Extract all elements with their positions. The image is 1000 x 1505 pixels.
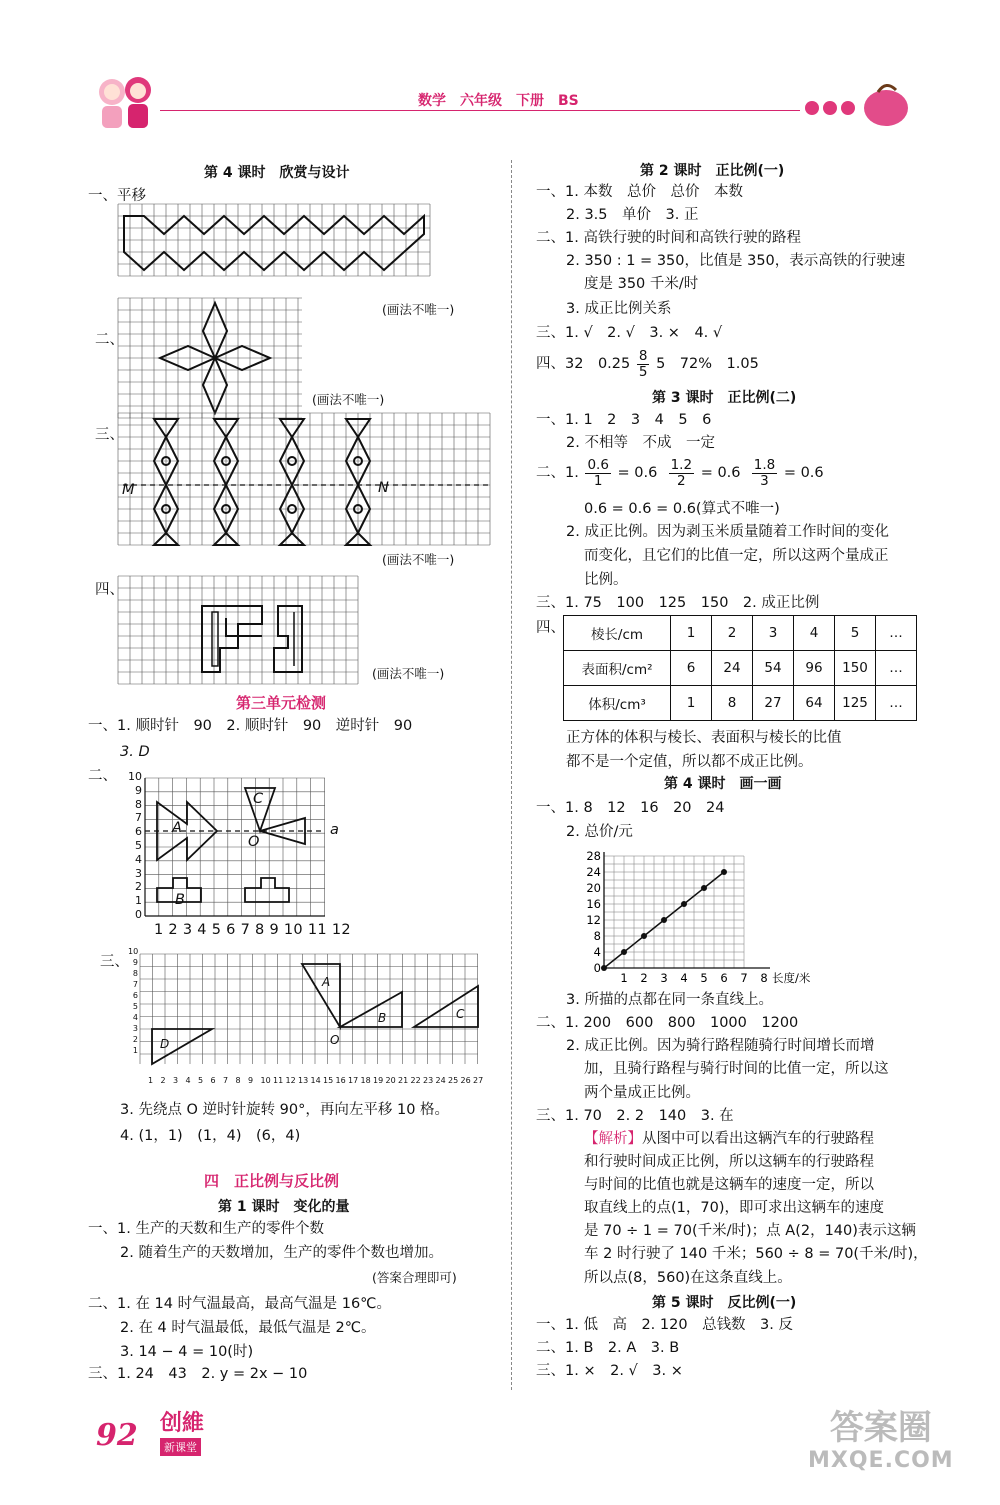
l2-b3: 3. 成正比例关系 [566, 301, 672, 317]
table-cell: 2 [712, 616, 753, 651]
x-tick-label: 6 [210, 1076, 216, 1085]
uq2-label-o: O [248, 834, 260, 850]
kids-illustration-icon [92, 70, 162, 138]
table-cell: 8 [712, 686, 753, 721]
y-tick-label: 4 [135, 852, 142, 866]
y-tick-label: 2 [132, 1035, 138, 1044]
l3-a1: 一、1. 1 2 3 4 5 6 [536, 412, 712, 428]
header-cartoon-right [800, 80, 910, 130]
decorative-fruit-icon [800, 80, 910, 130]
x-tick-label: 20 [385, 1076, 396, 1085]
l3-title: 第 3 课时 正比例(二) [652, 390, 797, 406]
table-cell: 6 [671, 651, 712, 686]
l1-b3: 3. 14 − 4 = 10(时) [120, 1344, 254, 1360]
l3-b1b: 0.6 = 0.6 = 0.6(算式不唯一) [584, 501, 780, 517]
x-tick-label: 5 [198, 1076, 204, 1085]
l2-b2: 2. 350 : 1 = 350，比值是 350，表示高铁的行驶速 [566, 253, 906, 269]
uq3-label-a: A [322, 975, 331, 989]
l4-jx2: 和行驶时间成正比例，所以这辆车的行驶路程 [584, 1154, 874, 1170]
note-s1: (画法不唯一) [382, 302, 455, 317]
s1-label: 一、平移 [88, 188, 146, 204]
tri-b [340, 992, 402, 1027]
l2-a2: 2. 3.5 单价 3. 正 [566, 207, 699, 223]
price-length-chart [572, 846, 832, 986]
l3-d-text1: 正方体的体积与棱长、表面积与棱长的比值 [566, 730, 842, 746]
x-tick-label: 6 [720, 971, 728, 985]
note-s2: (画法不唯一) [312, 392, 385, 407]
unit3-title: 第三单元检测 [236, 694, 327, 712]
l4-a2: 2. 总价/元 [566, 824, 633, 840]
brand-logo [160, 1412, 204, 1456]
y-tick-label: 6 [132, 991, 138, 1000]
l3-b2: 2. 成正比例。因为剥玉米质量随着工作时间的变化 [566, 524, 889, 540]
table-cell: 54 [753, 651, 794, 686]
table-cell: … [876, 686, 917, 721]
column-divider [511, 160, 512, 1390]
x-tick-label: 25 [448, 1076, 459, 1085]
x-tick-label: 10 [260, 1076, 271, 1085]
table-cell: 4 [794, 616, 835, 651]
y-tick-label: 8 [135, 797, 142, 811]
l3-c: 三、1. 75 100 125 150 2. 成正比例 [536, 595, 820, 611]
data-point [601, 965, 607, 971]
x-tick-label: 3 [660, 971, 668, 985]
unit3-q1-3: 3. D [120, 744, 150, 760]
table-cell: 150 [835, 651, 876, 686]
x-tick-label: 14 [310, 1076, 321, 1085]
design-grid [118, 576, 368, 686]
l2-b2b: 度是 350 千米/时 [584, 276, 699, 292]
x-tick-label: 4 [185, 1076, 191, 1085]
l2-b1: 二、1. 高铁行驶的时间和高铁行驶的路程 [536, 230, 801, 246]
note-s4: (画法不唯一) [372, 666, 445, 681]
analysis-tag: 【解析】 [584, 1131, 642, 1147]
table-cell: … [876, 651, 917, 686]
l5-c: 三、1. × 2. √ 3. × [536, 1363, 683, 1379]
l1-a2-note: (答案合理即可) [372, 1270, 457, 1285]
l4-jx3: 与时间的比值也就是这辆车的速度一定，所以 [584, 1177, 874, 1193]
table-cell: 1 [671, 686, 712, 721]
x-axis-label: 长度/米 [772, 971, 811, 985]
x-tick-label: 23 [423, 1076, 434, 1085]
cube-table [563, 615, 917, 721]
y-tick-label: 24 [586, 865, 601, 879]
l2-d [536, 346, 759, 382]
l3-b2b: 而变化，且它们的比值一定，所以这两个量成正 [584, 548, 889, 564]
l1-a1: 一、1. 生产的天数和生产的零件个数 [88, 1221, 324, 1237]
brand-main: 创維 [160, 1411, 205, 1436]
table-cell: 体积/cm³ [564, 686, 671, 721]
axis-label-m: M [122, 482, 135, 498]
axis-label-n: N [378, 480, 389, 496]
l4-b2b: 加，且骑行路程与骑行时间的比值一定，所以这 [584, 1061, 889, 1077]
y-tick-label: 16 [586, 897, 601, 911]
uq3-ans4: 4. (1，1) (1，4) (6，4) [120, 1128, 301, 1144]
x-tick-label: 2 [640, 971, 648, 985]
table-row [564, 616, 917, 651]
l2-d-fraction: $\frac{8}{5}$ [638, 347, 648, 380]
table-cell: 125 [835, 686, 876, 721]
note-s3: (画法不唯一) [382, 552, 455, 567]
s4-label: 四、 [95, 582, 124, 598]
y-tick-label: 5 [135, 838, 142, 852]
table-cell: 表面积/cm² [564, 651, 671, 686]
y-tick-label: 8 [593, 929, 601, 943]
y-tick-label: 6 [135, 825, 142, 839]
unit4-title: 四 正比例与反比例 [204, 1172, 340, 1190]
uq3-ans3: 3. 先绕点 O 逆时针旋转 90°，再向左平移 10 格。 [120, 1102, 450, 1118]
l1-title: 第 1 课时 变化的量 [218, 1199, 350, 1215]
y-tick-label: 2 [135, 880, 142, 894]
l4-a3: 3. 所描的点都在同一条直线上。 [566, 992, 773, 1008]
l4-jx1: 【解析】从图中可以看出这辆汽车的行驶路程 [584, 1131, 874, 1147]
x-tick-label: 4 [680, 971, 688, 985]
data-point [701, 885, 707, 891]
y-tick-label: 7 [135, 811, 142, 825]
l4-a1: 一、1. 8 12 16 20 24 [536, 800, 725, 816]
shape-b2 [245, 878, 289, 902]
l5-a: 一、1. 低 高 2. 120 总钱数 3. 反 [536, 1317, 794, 1333]
x-tick-label: 13 [298, 1076, 309, 1085]
lesson4-title: 第 4 课时 欣赏与设计 [204, 165, 350, 181]
l4-jx6: 车 2 时行驶了 140 千米；560 ÷ 8 = 70(千米/时)， [584, 1246, 928, 1262]
uq2-x-ticks: 1 2 3 4 5 6 7 8 9 10 11 12 [154, 922, 351, 938]
uq2-label-axis: a [330, 822, 339, 838]
uq2-label-c: C [253, 791, 264, 807]
x-tick-label: 11 [273, 1076, 284, 1085]
uq2-y-ticks [128, 770, 142, 922]
l2-d-pre: 四、32 0.25 [536, 356, 631, 372]
translation-grid [118, 204, 438, 284]
x-tick-label: 22 [410, 1076, 421, 1085]
x-tick-label: 16 [335, 1076, 346, 1085]
unit3-q1: 一、1. 顺时针 90 2. 顺时针 90 逆时针 90 [88, 718, 413, 734]
x-tick-label: 2 [160, 1076, 166, 1085]
symmetry-grid [118, 413, 493, 548]
x-tick-label: 24 [435, 1076, 446, 1085]
y-tick-label: 3 [132, 1024, 138, 1033]
x-tick-label: 7 [740, 971, 748, 985]
l4-jx7: 所以点(8，560)在这条直线上。 [584, 1270, 792, 1286]
y-tick-label: 1 [132, 1046, 138, 1055]
l2-d-post: 5 72% 1.05 [656, 356, 759, 372]
l4-b2c: 两个量成正比例。 [584, 1085, 700, 1101]
x-tick-label: 26 [460, 1076, 471, 1085]
l4-b1: 二、1. 200 600 800 1000 1200 [536, 1015, 799, 1031]
x-tick-label: 8 [760, 971, 768, 985]
l1-b2: 2. 在 4 时气温最低，最低气温是 2℃。 [120, 1320, 376, 1336]
data-point [641, 933, 647, 939]
l4-b2: 2. 成正比例。因为骑行路程随骑行时间增长而增 [566, 1038, 875, 1054]
table-cell: 64 [794, 686, 835, 721]
data-point [721, 869, 727, 875]
x-tick-label: 9 [248, 1076, 254, 1085]
data-point [681, 901, 687, 907]
x-tick-label: 1 [148, 1076, 154, 1085]
table-cell: 96 [794, 651, 835, 686]
y-tick-label: 4 [132, 1013, 138, 1022]
header-rule [160, 110, 800, 111]
y-tick-label: 20 [586, 881, 601, 895]
l2-c: 三、1. √ 2. √ 3. × 4. √ [536, 325, 723, 341]
s3-label: 三、 [95, 427, 124, 443]
l5-title: 第 5 课时 反比例(一) [652, 1295, 797, 1311]
l3-b2c: 比例。 [584, 572, 628, 588]
y-tick-label: 10 [128, 947, 139, 956]
watermark: 答案圈 MXQE.COM [808, 1408, 954, 1473]
y-tick-label: 3 [135, 866, 142, 880]
uq3-label: 三、 [100, 954, 129, 970]
l3-b1: 二、1. $\frac{0.6}{1}$ = 0.6 $\frac{1.2}{2}$ = 0.6 $\frac{1.8}{3}$ = 0.6 [536, 456, 824, 489]
x-tick-label: 5 [700, 971, 708, 985]
x-tick-label: 3 [173, 1076, 179, 1085]
l5-b: 二、1. B 2. A 3. B [536, 1340, 680, 1356]
x-tick-label: 17 [348, 1076, 359, 1085]
l3-d-text2: 都不是一个定值，所以都不成正比例。 [566, 754, 813, 770]
l4-jx5: 是 70 ÷ 1 = 70(千米/时)；点 A(2，140)表示这辆 [584, 1223, 916, 1239]
x-tick-label: 15 [323, 1076, 334, 1085]
x-tick-label: 18 [360, 1076, 371, 1085]
y-tick-label: 9 [135, 783, 142, 797]
data-point [621, 949, 627, 955]
tri-a [302, 964, 340, 1027]
l2-a1: 一、1. 本数 总价 总价 本数 [536, 184, 743, 200]
y-tick-label: 4 [593, 945, 601, 959]
uq2-label-b: B [175, 892, 185, 908]
l1-b1: 二、1. 在 14 时气温最高，最高气温是 16℃。 [88, 1296, 391, 1312]
l4-c1: 三、1. 70 2. 2 140 3. 在 [536, 1108, 734, 1124]
l3-a2: 2. 不相等 不成 一定 [566, 435, 715, 451]
l2-title: 第 2 课时 正比例(一) [640, 163, 785, 179]
table-cell: 棱长/cm [564, 616, 671, 651]
uq3-label-b: B [378, 1011, 387, 1025]
l4-title: 第 4 课时 画一画 [664, 776, 782, 792]
page-number: 92 [96, 1418, 138, 1453]
symmetry-figure [280, 419, 304, 545]
uq3-y-ticks [128, 946, 138, 1056]
uq2-label: 二、 [88, 768, 117, 784]
uq3-label-o: O [330, 1033, 340, 1047]
header-cartoon-left [92, 70, 162, 138]
table-cell: 1 [671, 616, 712, 651]
table-cell: 24 [712, 651, 753, 686]
table-cell: 27 [753, 686, 794, 721]
l1-c1: 三、1. 24 43 2. y = 2x − 10 [88, 1366, 308, 1382]
uq3-label-d: D [160, 1037, 170, 1051]
x-tick-label: 27 [473, 1076, 484, 1085]
y-tick-label: 5 [132, 1002, 138, 1011]
y-tick-label: 28 [586, 849, 601, 863]
l4-jx4: 取直线上的点(1，70)，即可求出这辆车的速度 [584, 1200, 884, 1216]
y-tick-label: 10 [128, 770, 142, 783]
y-tick-label: 0 [593, 961, 601, 975]
x-tick-label: 19 [373, 1076, 384, 1085]
table-cell: 5 [835, 616, 876, 651]
s2-label: 二、 [95, 332, 124, 348]
x-tick-label: 12 [285, 1076, 296, 1085]
uq3-label-c: C [456, 1007, 465, 1021]
uq2-label-a: A [172, 820, 182, 836]
y-tick-label: 1 [135, 894, 142, 908]
uq3-x-ticks [144, 1076, 489, 1090]
y-tick-label: 7 [132, 980, 138, 989]
rotation-grid [118, 298, 308, 418]
table-row [564, 686, 917, 721]
table-cell: 3 [753, 616, 794, 651]
x-tick-label: 1 [620, 971, 628, 985]
tri-c [414, 986, 478, 1027]
design-shape [202, 606, 262, 672]
x-tick-label: 7 [223, 1076, 229, 1085]
header-title: 数学 六年级 下册 BS [418, 93, 579, 109]
x-tick-label: 8 [235, 1076, 241, 1085]
l3-d-label: 四、 [536, 620, 565, 636]
y-tick-label: 0 [135, 907, 142, 921]
table-cell: … [876, 616, 917, 651]
l1-a2: 2. 随着生产的天数增加，生产的零件个数也增加。 [120, 1245, 443, 1261]
y-tick-label: 9 [132, 958, 138, 967]
table-row [564, 651, 917, 686]
y-tick-label: 12 [586, 913, 601, 927]
data-point [661, 917, 667, 923]
x-tick-label: 21 [398, 1076, 409, 1085]
uq3-grid [140, 954, 485, 1074]
brand-sub: 新课堂 [160, 1438, 201, 1456]
y-tick-label: 8 [132, 969, 138, 978]
